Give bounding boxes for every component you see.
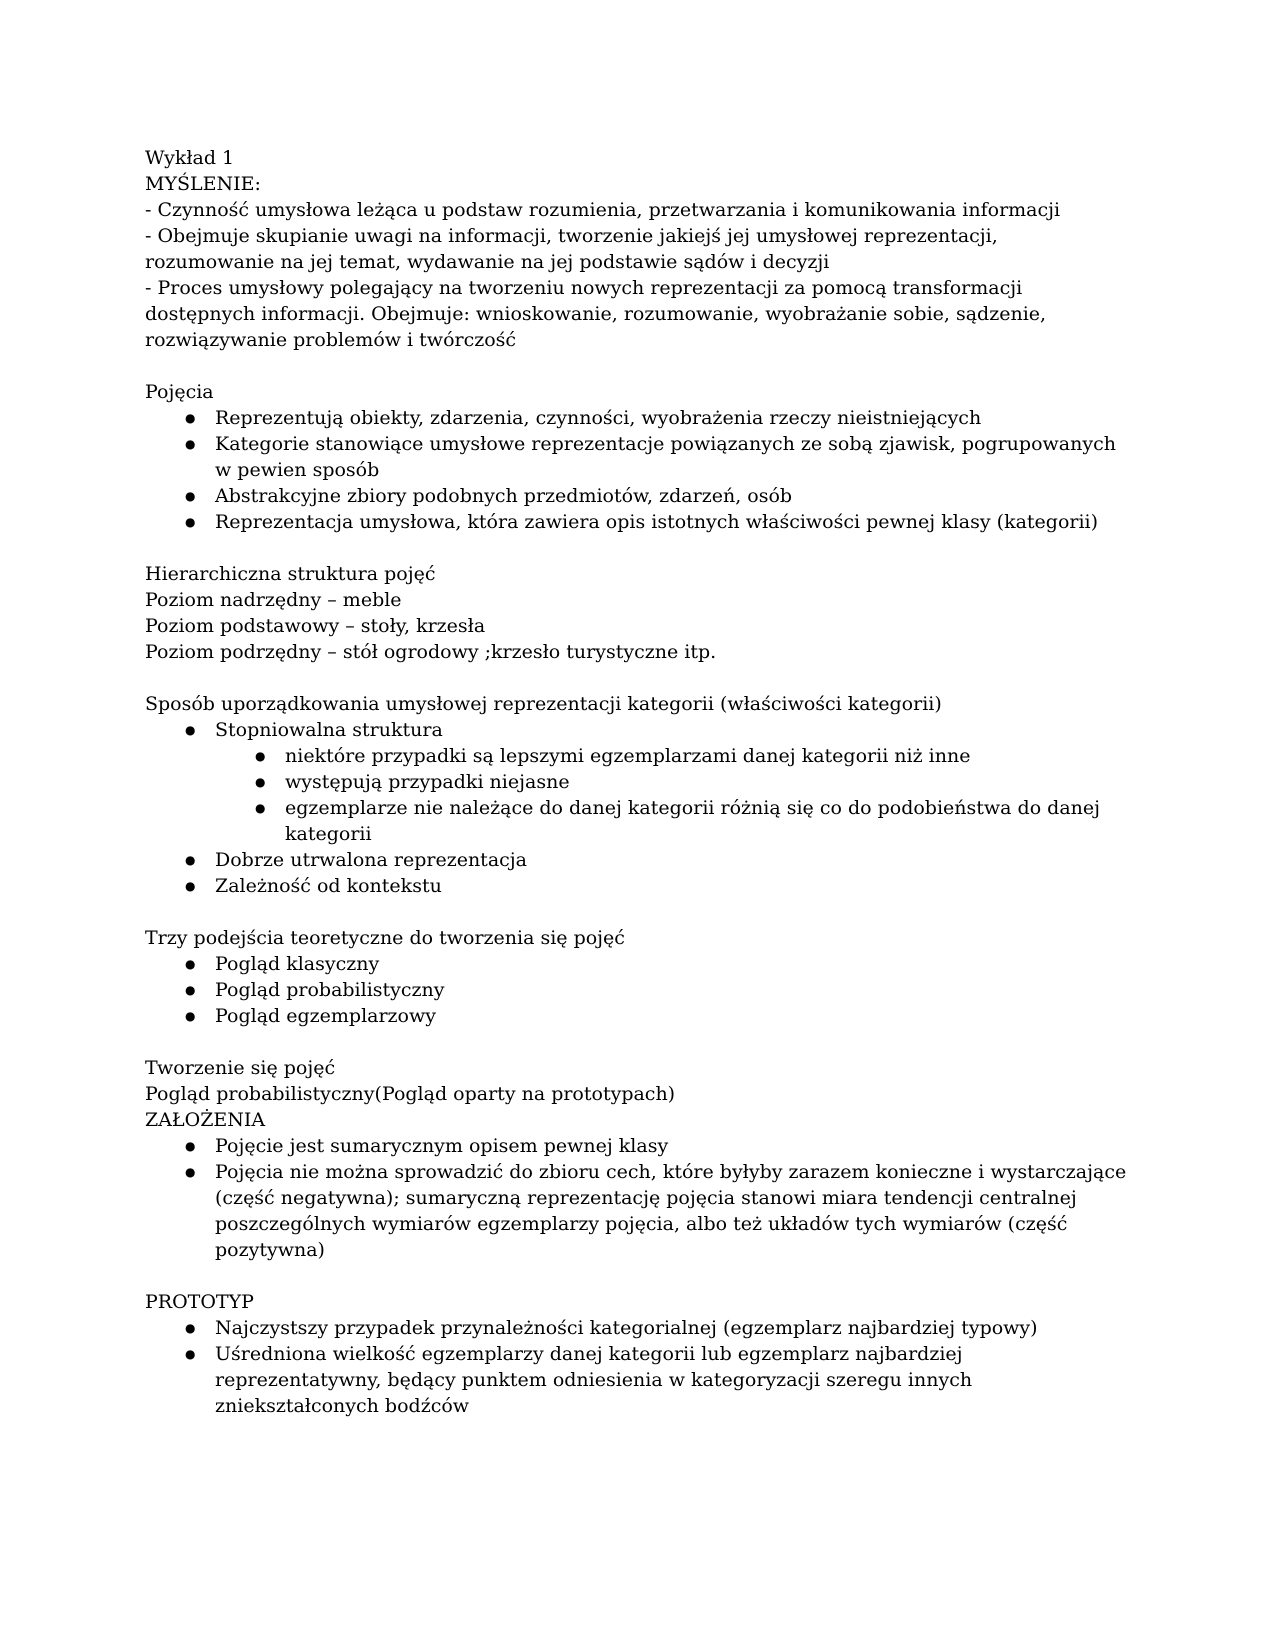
list-item-text: Dobrze utrwalona reprezentacja: [215, 849, 528, 871]
section-tworzenie: [145, 1055, 1130, 1263]
list-item: [145, 977, 1130, 1003]
bullet-icon: ●: [255, 775, 266, 789]
list-item-text: Pogląd probabilistyczny: [215, 979, 445, 1001]
list-item-text: Abstrakcyjne zbiory podobnych przedmiotów, zdarzeń, osób: [215, 485, 793, 507]
doc-title: Wykład 1: [145, 147, 235, 169]
list-item-text: Reprezentują obiekty, zdarzenia, czynności, wyobrażenia rzeczy nieistniejących: [215, 407, 982, 429]
bullet-icon: ●: [185, 983, 196, 997]
list-item-text: Pojęcia nie można sprowadzić do zbioru cech, które byłyby zarazem konieczne i wystarczające (część negatywna); sumaryczną reprezentację pojęcia stanowi miara tendencji centralnej poszczególnych wymiarów egzemplarzy pojęcia, albo też układów tych wymiarów (część pozytywna): [215, 1161, 1127, 1261]
bullet-icon: ●: [185, 515, 196, 529]
paragraph: Pogląd probabilistyczny(Pogląd oparty na prototypach): [145, 1083, 676, 1105]
sub-list-item: [145, 795, 1130, 847]
bullet-icon: ●: [185, 1009, 196, 1023]
paragraph: - Obejmuje skupianie uwagi na informacji, tworzenie jakiejś jej umysłowej reprezentacji, rozumowanie na jej temat, wydawanie na jej podstawie sądów i decyzji: [145, 225, 998, 273]
list-item-text: egzemplarze nie należące do danej kategorii różnią się co do podobieństwa do danej kategorii: [285, 797, 1101, 845]
list-item-text: Pojęcie jest sumarycznym opisem pewnej klasy: [215, 1135, 669, 1157]
section-heading: Pojęcia: [145, 381, 214, 403]
list-item-text: Pogląd klasyczny: [215, 953, 380, 975]
list-item-text: Pogląd egzemplarzowy: [215, 1005, 436, 1027]
list-item: [145, 431, 1130, 483]
section-prototyp: [145, 1289, 1130, 1419]
list-item-text: Kategorie stanowiące umysłowe reprezentacje powiązanych ze sobą zjawisk, pogrupowanych w pewien sposób: [215, 433, 1116, 481]
bullet-icon: ●: [185, 411, 196, 425]
section-heading: Hierarchiczna struktura pojęć: [145, 563, 436, 585]
list-item-text: Reprezentacja umysłowa, która zawiera opis istotnych właściwości pewnej klasy (kategorii): [215, 511, 1099, 533]
bullet-icon: ●: [185, 957, 196, 971]
paragraph: - Proces umysłowy polegający na tworzeniu nowych reprezentacji za pomocą transformacji dostępnych informacji. Obejmuje: wnioskowanie, rozumowanie, wyobrażanie sobie, sądzenie, rozwiązywanie problemów i twórczość: [145, 277, 1047, 351]
list-item: [145, 951, 1130, 977]
list-item: [145, 717, 1130, 743]
section-heading: Trzy podejścia teoretyczne do tworzenia się pojęć: [145, 927, 625, 949]
list-item-text: Stopniowalna struktura: [215, 719, 443, 741]
list-item: [145, 1341, 1130, 1419]
bullet-icon: ●: [255, 801, 266, 815]
bullet-icon: ●: [185, 1165, 196, 1179]
paragraph: Poziom nadrzędny – meble: [145, 589, 402, 611]
section-heading: Sposób uporządkowania umysłowej reprezentacji kategorii (właściwości kategorii): [145, 693, 942, 715]
section-heading: Tworzenie się pojęć: [145, 1057, 336, 1079]
bullet-icon: ●: [185, 853, 196, 867]
list-item: [145, 1003, 1130, 1029]
section-hierarchia: [145, 561, 1130, 665]
section-sposob: [145, 691, 1130, 899]
list-item: [145, 873, 1130, 899]
list-item: [145, 483, 1130, 509]
paragraph: Poziom podstawowy – stoły, krzesła: [145, 615, 486, 637]
section-pojecia: [145, 379, 1130, 535]
list-item: [145, 1315, 1130, 1341]
bullet-icon: ●: [185, 1139, 196, 1153]
list-item-text: Zależność od kontekstu: [215, 875, 442, 897]
bullet-icon: ●: [185, 723, 196, 737]
list-item: [145, 405, 1130, 431]
paragraph: Poziom podrzędny – stół ogrodowy ;krzesło turystyczne itp.: [145, 641, 717, 663]
list-item: [145, 1133, 1130, 1159]
paragraph: ZAŁOŻENIA: [145, 1109, 266, 1131]
list-item-text: niektóre przypadki są lepszymi egzemplarzami danej kategorii niż inne: [285, 745, 971, 767]
section-heading: PROTOTYP: [145, 1291, 254, 1313]
sub-list-item: [145, 769, 1130, 795]
bullet-icon: ●: [185, 879, 196, 893]
sub-list-item: [145, 743, 1130, 769]
list-item: [145, 509, 1130, 535]
list-item: [145, 847, 1130, 873]
paragraph: - Czynność umysłowa leżąca u podstaw rozumienia, przetwarzania i komunikowania informacji: [145, 199, 1061, 221]
bullet-icon: ●: [185, 1347, 196, 1361]
section-podejscia: [145, 925, 1130, 1029]
bullet-icon: ●: [185, 437, 196, 451]
list-item-text: Uśredniona wielkość egzemplarzy danej kategorii lub egzemplarz najbardziej reprezentatywny, będący punktem odniesienia w kategoryzacji szeregu innych zniekształconych bodźców: [215, 1343, 973, 1417]
bullet-icon: ●: [185, 1321, 196, 1335]
list-item: [145, 1159, 1130, 1263]
list-item-text: Najczystszy przypadek przynależności kategorialnej (egzemplarz najbardziej typowy): [215, 1317, 1038, 1339]
list-item-text: występują przypadki niejasne: [285, 771, 570, 793]
intro-heading: MYŚLENIE:: [145, 173, 261, 195]
bullet-icon: ●: [255, 749, 266, 763]
section-intro: [145, 145, 1130, 353]
bullet-icon: ●: [185, 489, 196, 503]
